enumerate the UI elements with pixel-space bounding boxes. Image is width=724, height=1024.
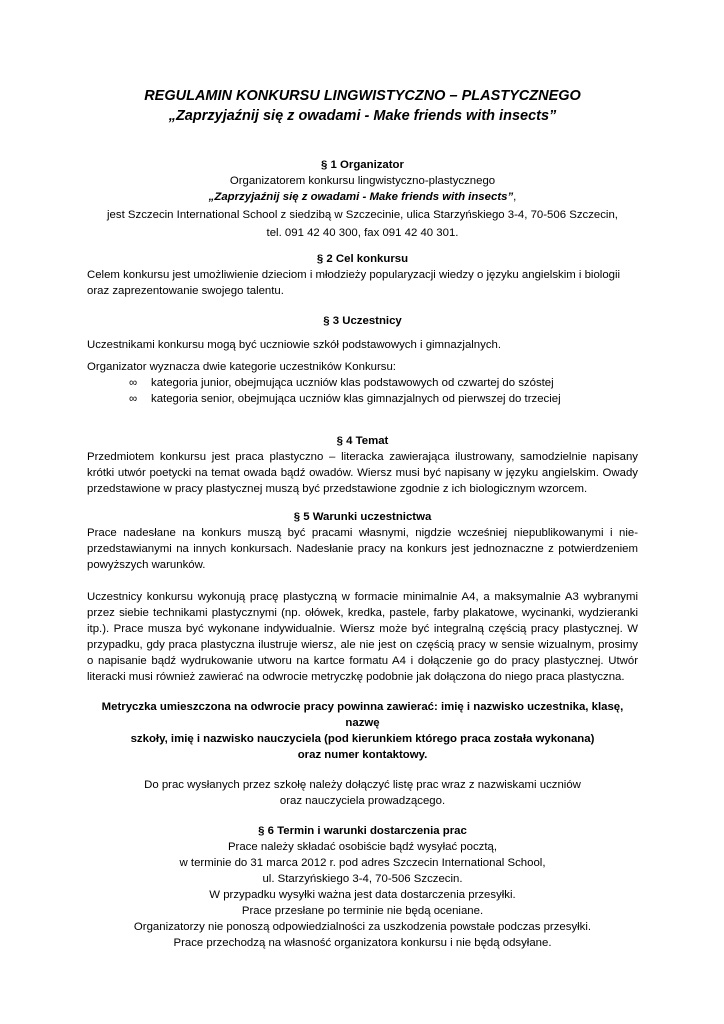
- section-6-line: Prace przesłane po terminie nie będą oceniane.: [241, 905, 484, 917]
- section-6-line: Organizatorzy nie ponoszą odpowiedzialności za uszkodzenia powstałe podczas przesyłki.: [133, 921, 592, 933]
- section-6-line: ul. Starzyńskiego 3-4, 70-506 Szczecin.: [262, 873, 463, 885]
- document-title: REGULAMIN KONKURSU LINGWISTYCZNO – PLASTYCZNEGO: [144, 88, 581, 104]
- contest-name-comma: ,: [513, 191, 517, 203]
- list-note-line-2: oraz nauczyciela prowadzącego.: [279, 795, 446, 807]
- section-4-heading: § 4 Temat: [336, 435, 389, 447]
- section-6-line: w terminie do 31 marca 2012 r. pod adres Szczecin International School,: [179, 857, 546, 869]
- section-1: [87, 157, 638, 241]
- section-6-heading: § 6 Termin i warunki dostarczenia prac: [258, 825, 467, 837]
- section-5-paragraph-1: Prace nadesłane na konkurs muszą być pracami własnymi, nigdzie wcześniej niepublikowanymi i nie-przedstawianymi na innych konkursach. Nadesłanie pracy na konkurs jest jednoznaczne z potwierdzeniem powyższych warunków.: [87, 527, 638, 571]
- section-6-line: Prace należy składać osobiście bądź wysyłać pocztą,: [227, 841, 498, 853]
- section-2: [87, 251, 638, 299]
- section-3: [87, 313, 638, 407]
- list-note: [87, 777, 638, 809]
- metryczka-note: [87, 699, 638, 763]
- metryczka-line-3: oraz numer kontaktowy.: [297, 749, 428, 761]
- category-item: [129, 391, 638, 407]
- document-subtitle: „Zaprzyjaźnij się z owadami - Make friends with insects”: [168, 108, 557, 124]
- section-6: [87, 823, 638, 951]
- section-5: [87, 509, 638, 809]
- section-3-heading: § 3 Uczestnicy: [323, 315, 402, 327]
- section-5-paragraph-2: Uczestnicy konkursu wykonują pracę plastyczną w formacie minimalnie A4, a maksymalnie A3 wybranymi przez siebie technikami plastycznymi (np. ołówek, kredka, pastele, farby plakatowe, wycinanki, wydzieranki itp.). Prace musza być wykonane indywidualnie. Wiersz może być integralną częścią pracy plastycznej. W przypadku, gdy praca plastyczna ilustruje wiersz, ale nie jest on częścią pracy w sensie wizualnym, prosimy o napisanie bądź wydrukowanie utworu na kartce formatu A4 i dołączenie go do pracy plastycznej. Utwór literacki musi również zawierać na odwrocie metryczkę podobnie jak dołączona do niego praca plastyczna.: [87, 591, 638, 683]
- document-page: [87, 86, 638, 951]
- metryczka-line-1: Metryczka umieszczona na odwrocie pracy powinna zawierać: imię i nazwisko uczestnika, klasę, nazwę: [101, 701, 624, 729]
- section-6-line: Prace przechodzą na własność organizatora konkursu i nie będą odsyłane.: [173, 937, 552, 949]
- section-2-text: Celem konkursu jest umożliwienie dzieciom i młodzieży popularyzacji wiedzy o języku angielskim i biologii oraz zaprezentowanie swojego talentu.: [87, 269, 621, 297]
- contest-name: „Zaprzyjaźnij się z owadami - Make friends with insects”: [208, 191, 514, 203]
- section-3-participants: Uczestnikami konkursu mogą być uczniowie szkół podstawowych i gimnazjalnych.: [87, 339, 502, 351]
- section-3-categories-intro: Organizator wyznacza dwie kategorie uczestników Konkursu:: [87, 361, 396, 373]
- section-2-heading: § 2 Cel konkursu: [316, 253, 409, 265]
- section-1-contest-line: [87, 189, 638, 205]
- infinity-bullet-icon: ∞: [129, 377, 138, 389]
- list-note-line-1: Do prac wysłanych przez szkołę należy dołączyć listę prac wraz z nazwiskami uczniów: [144, 779, 581, 791]
- section-6-line: W przypadku wysyłki ważna jest data dostarczenia przesyłki.: [209, 889, 516, 901]
- section-1-address: jest Szczecin International School z siedzibą w Szczecinie, ulica Starzyńskiego 3-4, 70-506 Szczecin,: [107, 209, 618, 221]
- category-list: [87, 375, 638, 407]
- section-4: [87, 433, 638, 497]
- category-item: [129, 375, 638, 391]
- section-4-text: Przedmiotem konkursu jest praca plastyczno – literacka zawierająca ilustrowany, samodzielnie napisany krótki utwór poetycki na temat owada bądź owadów. Wiersz musi być napisany w języku angielskim. Owady przedstawione w pracy plastycznej muszą być przedstawione zgodnie z ich biologicznym wzorcem.: [87, 451, 638, 495]
- section-1-heading: § 1 Organizator: [321, 159, 404, 171]
- infinity-bullet-icon: ∞: [129, 393, 138, 405]
- section-1-phone: tel. 091 42 40 300, fax 091 42 40 301.: [266, 227, 459, 239]
- category-label: kategoria senior, obejmująca uczniów klas gimnazjalnych od pierwszej do trzeciej: [151, 393, 561, 405]
- category-label: kategoria junior, obejmująca uczniów klas podstawowych od czwartej do szóstej: [151, 377, 554, 389]
- metryczka-line-2: szkoły, imię i nazwisko nauczyciela (pod kierunkiem którego praca została wykonana): [130, 733, 595, 745]
- section-5-heading: § 5 Warunki uczestnictwa: [293, 511, 432, 523]
- section-1-line-1: Organizatorem konkursu lingwistyczno-plastycznego: [229, 175, 496, 187]
